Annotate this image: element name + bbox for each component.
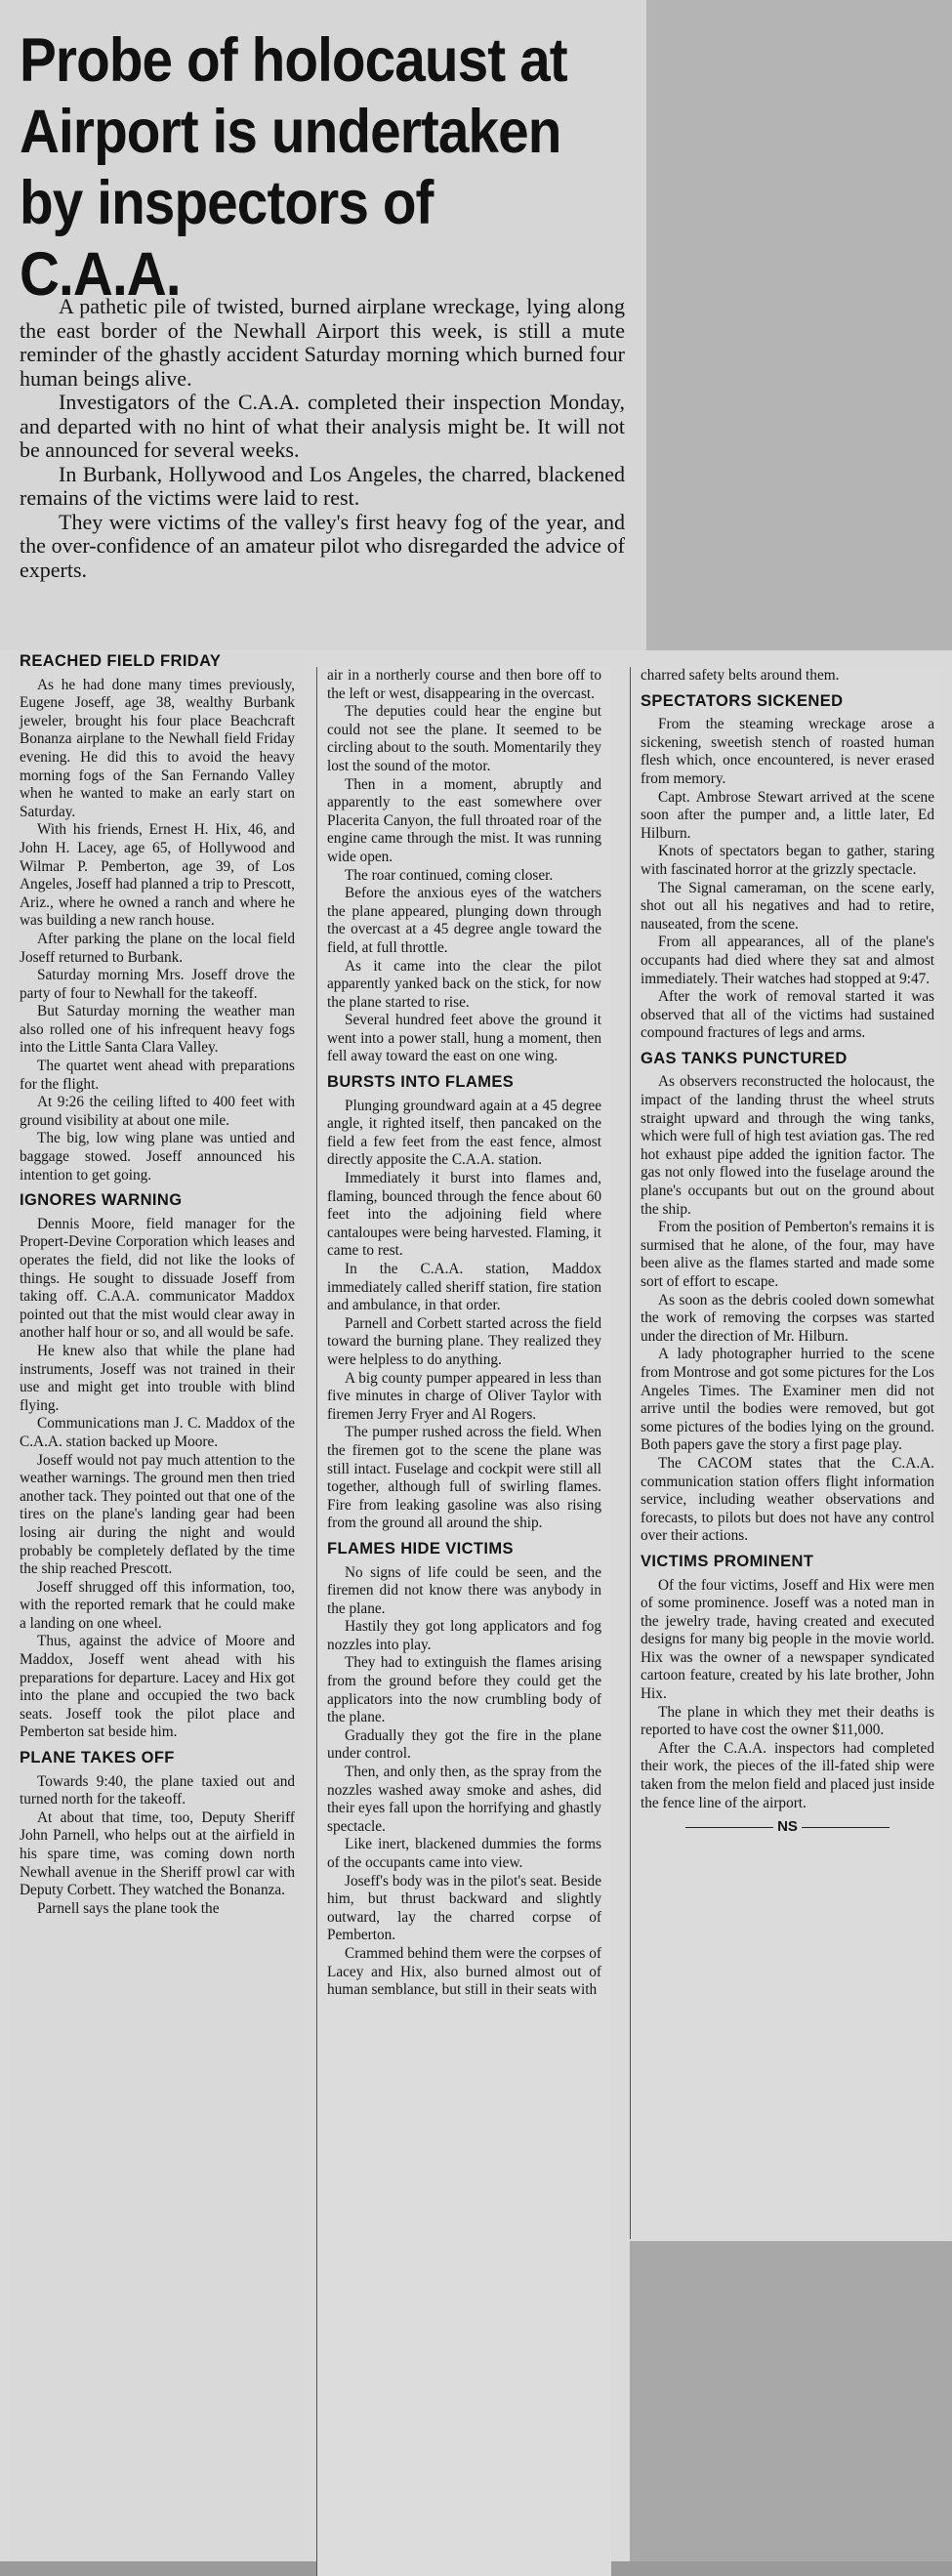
headline: Probe of holocaust at Airport is undertaken by inspectors of C.A.A. (20, 26, 567, 309)
paragraph: The pumper rushed across the field. When the firemen got to the scene the plane was still intact. Fuselage and cockpit were still all together, although full of swirling flames. Fire from leaking gasoline was also rising from the ground all around the ship. (327, 1424, 601, 1532)
subhead-plane-takes-off: PLANE TAKES OFF (20, 1749, 175, 1767)
paragraph: The CACOM states that the C.A.A. communication station offers flight information service, including weather observations and forecasts, to pilots but does not have any control over their actions. (641, 1454, 934, 1545)
paragraph: The deputies could hear the engine but could not see the plane. It seemed to be circling about to the south. Momentarily they lost the sound of the motor. (327, 703, 601, 774)
paragraph: Joseff shrugged off this information, too, with the reported remark that he could make a landing on one wheel. (20, 1578, 295, 1632)
paragraph: The roar continued, coming closer. (345, 866, 554, 884)
intro-paragraph: In Burbank, Hollywood and Los Angeles, the charred, blackened remains of the victims were laid to rest. (20, 461, 625, 510)
paragraph: At 9:26 the ceiling lifted to 400 feet with ground visibility at about one mile. (20, 1094, 295, 1129)
paragraph: Parnell says the plane took the (37, 1899, 220, 1917)
paragraph: Crammed behind them were the corpses of Lacey and Hix, also burned almost out of human semblance, but still in their seats with (327, 1944, 601, 1999)
paragraph: As observers reconstructed the holocaust, the impact of the landing thrust the wheel struts straight upward and through the wing tanks, which were full of high test aviation gas. The red hot exhaust pipe added the ignition factor. The gas not only flowed into the fuselage around the plane's occupants but out on the ground about the ship. (641, 1073, 934, 1218)
paragraph: They had to extinguish the flames arising from the ground before they could get the applicators into the now crumbling body of the plane. (327, 1654, 601, 1726)
subhead-spectators-sickened: SPECTATORS SICKENED (641, 691, 844, 710)
subhead-reached-field: REACHED FIELD FRIDAY (20, 652, 222, 670)
column-3 (630, 667, 944, 2239)
paragraph: Joseff's body was in the pilot's seat. Beside him, but thrust backward and slightly outward, lay the charred corpse of Pemberton. (327, 1872, 601, 1944)
paragraph: Then, and only then, as the spray from the nozzles washed away smoke and ashes, did their eyes fall upon the horrifying and ghastly spectacle. (327, 1764, 601, 1835)
paragraph: A big county pumper appeared in less than five minutes in charge of Oliver Taylor with firemen Jerry Fryer and Al Rogers. (327, 1369, 601, 1423)
paragraph: Immediately it burst into flames and, flaming, bounced through the fence about 60 feet into the adjoining field where cantaloupes were being harvested. Flaming, it came to rest. (327, 1170, 601, 1260)
intro-paragraph: Investigators of the C.A.A. completed their inspection Monday, and departed with no hint of what their analysis might be. It will not be announced for several weeks. (20, 390, 625, 462)
paragraph: air in a northerly course and then bore off to the left or west, disappearing in the overcast. (327, 667, 601, 702)
paragraph: With his friends, Ernest H. Hix, 46, and John H. Lacey, age 65, of Hollywood and Wilmar P. Pemberton, age 39, of Los Angeles, Joseff had planned a trip to Prescott, Ariz., where he owned a ranch and where he was building a new ranch house. (20, 821, 295, 930)
signature-initials: NS (777, 1818, 798, 1836)
paragraph: Then in a moment, abruptly and apparently to the east somewhere over Placerita Canyon, the full throated roar of the engine came through the mist. It was running wide open. (327, 775, 601, 865)
column-1 (10, 652, 305, 2561)
paragraph: As he had done many times previously, Eugene Joseff, age 38, wealthy Burbank jeweler, brought his four place Beachcraft Bonanza airplane to the Newhall field Friday evening. He did this to avoid the heavy morning fogs of the San Fernando Valley when he wanted to make an early start on Saturday. (20, 676, 295, 820)
signature (641, 1818, 934, 1837)
paragraph: No signs of life could be seen, and the firemen did not know there was anybody in the plane. (327, 1563, 601, 1617)
paragraph: Gradually they got the fire in the plane under control. (327, 1726, 601, 1763)
paragraph: Like inert, blackened dummies the forms of the occupants came into view. (327, 1836, 601, 1871)
paragraph: Knots of spectators began to gather, staring with fascinated horror at the grizzly spectacle. (641, 843, 934, 878)
subhead-gas-tanks-punctured: GAS TANKS PUNCTURED (641, 1049, 848, 1067)
paragraph: The plane in which they met their deaths is reported to have cost the owner $11,000. (641, 1703, 934, 1739)
paragraph: After parking the plane on the local field Joseff returned to Burbank. (20, 930, 295, 966)
blank-corner (630, 2241, 952, 2561)
paragraph: Joseff would not pay much attention to the weather warnings. The ground men then tried another tack. They pointed out that one of the tires on the plane's landing gear had been losing air during the night and would probably be completely deflated by the time the ship reached Prescott. (20, 1451, 295, 1578)
paragraph: The Signal cameraman, on the scene early, shot out all his negatives and had to retire, nauseated, from the scene. (641, 879, 934, 933)
paragraph: Hastily they got long applicators and fog nozzles into play. (327, 1618, 601, 1653)
paragraph: A lady photographer hurried to the scene from Montrose and got some pictures for the Los Angeles Times. The Examiner men did not arrive until the bodies were removed, but got some pictures of the bodies lying on the ground. Both papers gave the story a first page play. (641, 1346, 934, 1454)
paragraph: As it came into the clear the pilot apparently yanked back on the stick, for now the plane started to rise. (327, 957, 601, 1011)
paragraph: As soon as the debris cooled down somewhat the work of removing the corpses was started under the direction of Mr. Hilburn. (641, 1291, 934, 1345)
subhead-bursts-into-flames: BURSTS INTO FLAMES (327, 1073, 515, 1092)
intro-text (20, 295, 625, 582)
subhead-ignores-warning: IGNORES WARNING (20, 1191, 183, 1210)
column-2 (316, 667, 611, 2576)
paragraph: From all appearances, all of the plane's occupants had died where they sat and almost immediately. Their watches had stopped at 9:47. (641, 934, 934, 987)
paragraph: Thus, against the advice of Moore and Maddox, Joseff went ahead with his preparations for departure. Lacey and Hix got into the plane and occupied the two back seats. Joseff took the pilot place and Pemberton sat beside him. (20, 1633, 295, 1741)
paragraph: After the work of removal started it was observed that all of the victims had sustained compound fractures of legs and arms. (641, 988, 934, 1042)
paragraph: Of the four victims, Joseff and Hix were men of some prominence. Joseff was a noted man in the jewelry trade, having created and executed designs for many big people in the movie world. Hix was the owner of a newspaper syndicated cartoon feature, created by his late brother, John Hix. (641, 1576, 934, 1703)
paragraph: Plunging groundward again at a 45 degree angle, it righted itself, then pancaked on the field a few feet from the east fence, almost directly apposite the C.A.A. station. (327, 1097, 601, 1169)
subhead-victims-prominent: VICTIMS PROMINENT (641, 1552, 814, 1570)
subhead-flames-hide-victims: FLAMES HIDE VICTIMS (327, 1539, 514, 1558)
paragraph: After the C.A.A. inspectors had completed their work, the pieces of the ill-fated ship were taken from the melon field and placed just inside the fence line of the airport. (641, 1739, 934, 1811)
paragraph: charred safety belts around them. (641, 667, 840, 684)
paragraph: The big, low wing plane was untied and baggage stowed. Joseff announced his intention to get going. (20, 1130, 295, 1184)
paragraph: Saturday morning Mrs. Joseff drove the party of four to Newhall for the takeoff. (20, 967, 295, 1002)
paragraph: Several hundred feet above the ground it went into a power stall, hung a moment, then fell away toward the east on one wing. (327, 1012, 601, 1065)
intro-paragraph: A pathetic pile of twisted, burned airplane wreckage, lying along the east border of the Newhall Airport this week, is still a mute reminder of the ghastly accident Saturday morning which burned four human beings alive. (20, 294, 625, 391)
paragraph: Communications man J. C. Maddox of the C.A.A. station backed up Moore. (20, 1415, 295, 1450)
paragraph: At about that time, too, Deputy Sheriff John Parnell, who helps out at the airfield in his spare time, was coming down north Newhall avenue in the Sheriff prowl car with Deputy Corbett. They watched the Bonanza. (20, 1808, 295, 1899)
paragraph: Towards 9:40, the plane taxied out and turned north for the takeoff. (20, 1772, 295, 1808)
divider-left (685, 1827, 773, 1828)
paragraph: Parnell and Corbett started across the field toward the burning plane. They realized they were helpless to do anything. (327, 1314, 601, 1368)
paragraph: From the steaming wreckage arose a sickening, sweetish stench of roasted human flesh which, once encountered, is never erased from memory. (641, 716, 934, 787)
blank-margin (646, 0, 952, 650)
paragraph: Dennis Moore, field manager for the Propert-Devine Corporation which leases and operates the field, did not like the looks of things. He sought to dissuade Joseff from taking off. C.A.A. communicator Maddox pointed out that the mist would clear away in another half hour or so, and all would be safe. (20, 1215, 295, 1342)
paragraph: From the position of Pemberton's remains it is surmised that he alone, of the four, may have been alive as the flames started and made some sort of effort to escape. (641, 1219, 934, 1290)
paragraph: In the C.A.A. station, Maddox immediately called sheriff station, fire station and ambulance, in that order. (327, 1261, 601, 1314)
paragraph: But Saturday morning the weather man also rolled one of his infrequent heavy fogs into the Little Santa Clara Valley. (20, 1003, 295, 1057)
paragraph: Before the anxious eyes of the watchers the plane appeared, plunging down through the overcast at a 45 degree angle toward the field, at full throttle. (327, 885, 601, 956)
paragraph: The quartet went ahead with preparations for the flight. (20, 1058, 295, 1093)
paragraph: Capt. Ambrose Stewart arrived at the scene soon after the pumper and, a little later, Ed Hilburn. (641, 788, 934, 842)
headline-block (0, 0, 648, 650)
paragraph: He knew also that while the plane had instruments, Joseff was not trained in their use and might get into trouble with blind flying. (20, 1342, 295, 1414)
divider-right (802, 1827, 890, 1828)
intro-paragraph: They were victims of the valley's first heavy fog of the year, and the over-confidence of an amateur pilot who disregarded the advice of experts. (20, 509, 625, 582)
